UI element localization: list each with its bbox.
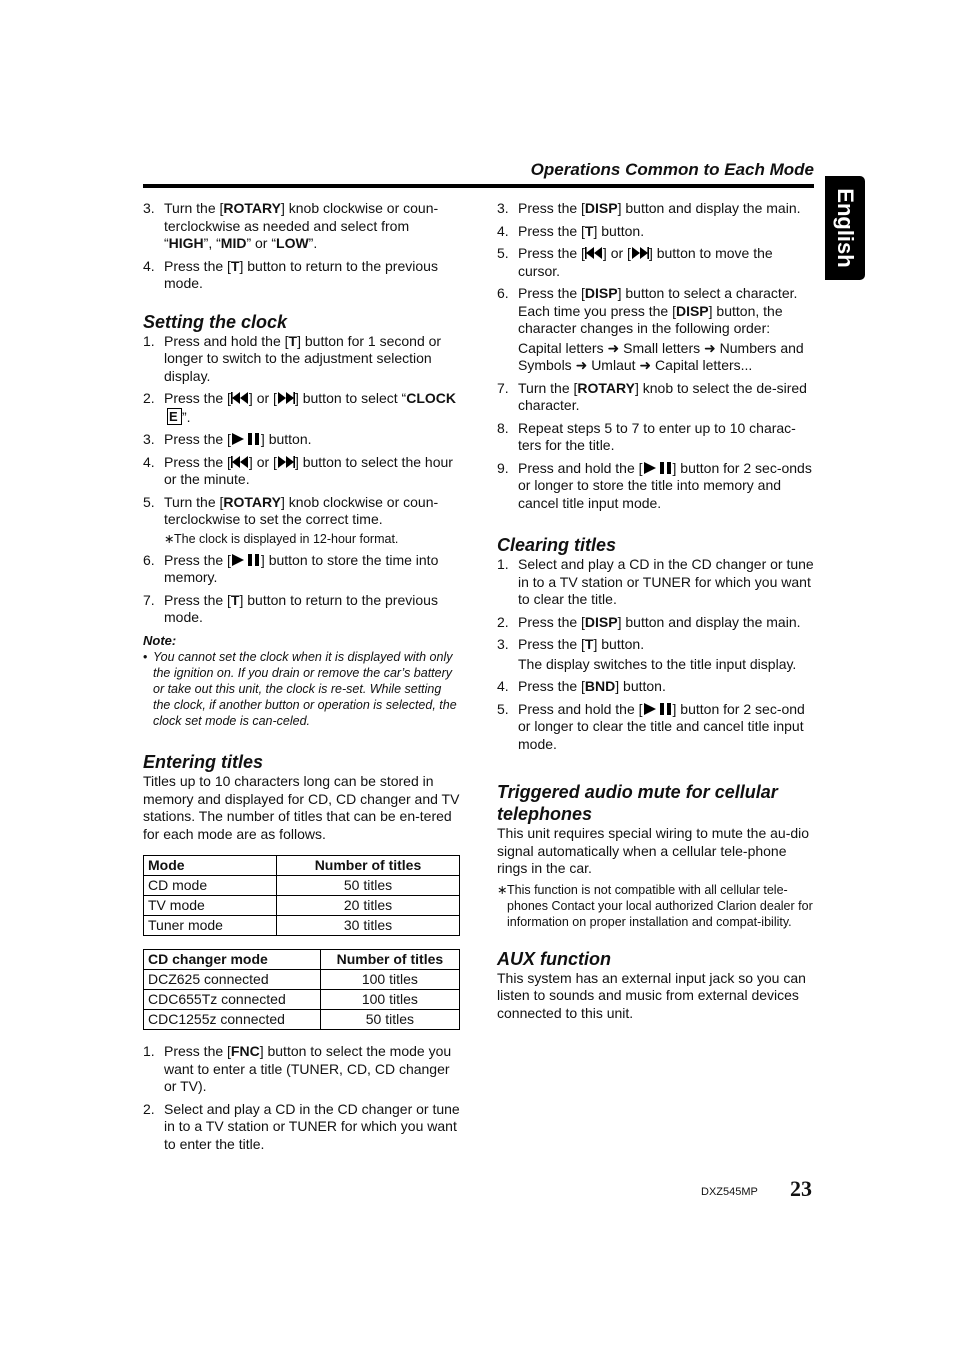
item-text: Press and hold the [T] button for 1 second or longer to switch to the adjustment selection display.	[164, 332, 442, 384]
table-cell: CDC1255z connected	[144, 1010, 321, 1030]
item-number: 6.	[497, 285, 509, 301]
item-number: 4.	[497, 678, 509, 694]
item-text: Press the [ ] button.	[164, 431, 312, 447]
item-number: 3.	[143, 431, 155, 447]
table-cell: 100 titles	[320, 990, 459, 1010]
item-number: 2.	[143, 1100, 155, 1117]
table-cell: CDC655Tz connected	[144, 990, 321, 1010]
item-number: 1.	[143, 332, 155, 349]
list-item	[143, 1101, 461, 1154]
item-text: Press the [T] button to return to the previous mode.	[164, 591, 438, 625]
step-list	[497, 200, 815, 512]
left-column	[143, 200, 461, 1158]
item-text: Turn the [ROTARY] knob clockwise or coun-terclockwise as needed and select from “HIGH”, “MID” or “LOW”.	[164, 200, 439, 251]
item-number: 3.	[143, 200, 155, 216]
item-text: Select and play a CD in the CD changer or tune in to a TV station or TUNER for which you want to enter the title.	[164, 1100, 460, 1152]
list-item	[497, 636, 815, 673]
item-text: Press the [T] button to return to the previous mode.	[164, 257, 438, 291]
next-icon	[277, 455, 295, 469]
item-number: 2.	[497, 613, 509, 630]
item-text: Press the [FNC] button to select the mode you want to enter a title (TUNER, CD, CD changer or TV).	[164, 1043, 452, 1094]
section-heading-setting-clock: Setting the clock	[143, 311, 288, 332]
item-number: 2.	[143, 390, 155, 406]
titles-by-changer-table	[143, 949, 460, 1030]
section-heading-aux: AUX function	[497, 948, 611, 969]
table-row	[144, 896, 460, 916]
list-item	[497, 223, 815, 241]
table-cell: TV mode	[144, 896, 277, 916]
item-text: Press the [BND] button.	[518, 678, 666, 694]
table-header-row	[144, 950, 460, 970]
note-text: • You cannot set the clock when it is displayed with only the ignition on. If you drain or remove the car’s battery or take out this unit, the clock is re-set. While setting the clock, if another button or operation is selected, the clock set mode is can-celed.	[143, 649, 461, 729]
clock-e-icon	[167, 408, 182, 425]
list-item	[143, 494, 461, 547]
item-number: 7.	[143, 591, 155, 608]
table-cell: 30 titles	[276, 916, 459, 936]
item-text: Press the [ ] or [ ] button to select “CLOCK E”.	[164, 390, 456, 425]
item-number: 4.	[143, 453, 155, 470]
list-item	[497, 420, 815, 455]
item-text: Press the [ ] or [ ] button to move the cursor.	[518, 245, 773, 279]
item-text: Press the [T] button.	[518, 636, 645, 652]
item-text: Press the [ ] button to store the time into memory.	[164, 551, 439, 585]
step-list	[143, 200, 461, 293]
item-text: Repeat steps 5 to 7 to enter up to 10 charac-ters for the title.	[518, 419, 796, 453]
play-pause-icon	[231, 432, 261, 446]
table-cell: 20 titles	[276, 896, 459, 916]
item-number: 1.	[143, 1043, 155, 1059]
table-row	[144, 916, 460, 936]
list-item	[497, 556, 815, 609]
item-text: Press the [DISP] button to select a character. Each time you press the [DISP] button, the character changes in the following order:	[518, 285, 798, 336]
table-row	[144, 990, 460, 1010]
language-tab-label: English	[833, 188, 858, 268]
table-row	[144, 970, 460, 990]
list-item	[143, 200, 461, 253]
list-item	[497, 380, 815, 415]
item-text: Turn the [ROTARY] knob to select the de-sired character.	[518, 379, 807, 413]
step-list	[497, 556, 815, 753]
paragraph: This system has an external input jack so you can listen to sounds and music from external devices connected to this unit.	[497, 969, 806, 1021]
table-cell: 50 titles	[320, 1010, 459, 1030]
step-list	[143, 1043, 461, 1153]
table-cell: DCZ625 connected	[144, 970, 321, 990]
item-text: Press and hold the [ ] button for 2 sec-onds or longer to store the title into memory and cancel title input mode.	[518, 459, 812, 511]
item-subtext: Capital letters ➜ Small letters ➜ Numbers and Symbols ➜ Umlaut ➜ Capital letters...	[518, 339, 804, 373]
item-number: 5.	[497, 700, 509, 717]
right-column	[497, 200, 815, 1022]
list-item	[143, 431, 461, 449]
list-item	[143, 333, 461, 386]
model-number: DXZ545MP	[701, 1186, 758, 1198]
item-number: 6.	[143, 551, 155, 568]
column-header: Mode	[144, 856, 277, 876]
item-text: Press the [DISP] button and display the main.	[518, 613, 801, 630]
next-icon	[277, 391, 295, 405]
play-pause-icon	[231, 553, 261, 567]
list-item	[497, 678, 815, 696]
previous-icon	[231, 391, 249, 405]
section-header-title: Operations Common to Each Mode	[530, 160, 814, 179]
play-pause-icon	[643, 702, 673, 716]
item-number: 5.	[143, 493, 155, 510]
table-header-row	[144, 856, 460, 876]
paragraph: This unit requires special wiring to mute the au-dio signal automatically when a cellular tele-phone rings in the car.	[497, 825, 810, 876]
list-item	[143, 552, 461, 587]
item-subtext: The display switches to the title input display.	[518, 655, 797, 672]
section-heading-audio-mute: Triggered audio mute for cellular telephones	[497, 782, 778, 824]
item-number: 4.	[497, 222, 509, 239]
previous-icon	[585, 246, 603, 260]
item-number: 8.	[497, 419, 509, 436]
note-label: Note:	[143, 632, 177, 648]
list-item	[497, 701, 815, 754]
item-number: 5.	[497, 245, 509, 261]
list-item	[143, 1043, 461, 1096]
step-list	[143, 333, 461, 627]
page-number: 23	[790, 1176, 812, 1201]
column-header: CD changer mode	[144, 950, 321, 970]
table-cell: 50 titles	[276, 876, 459, 896]
item-text: Press the [ ] or [ ] button to select the hour or the minute.	[164, 453, 453, 487]
table-row	[144, 876, 460, 896]
next-icon	[631, 246, 649, 260]
list-item	[143, 592, 461, 627]
section-heading-entering-titles: Entering titles	[143, 752, 264, 772]
table-cell: Tuner mode	[144, 916, 277, 936]
paragraph: Titles up to 10 characters long can be stored in memory and displayed for CD, CD changer and TV stations. The number of titles that can be en-tered for each mode are as follows.	[143, 773, 460, 842]
item-text: Turn the [ROTARY] knob clockwise or coun-terclockwise to set the correct time.	[164, 493, 439, 527]
item-number: 3.	[497, 200, 509, 216]
list-item	[497, 614, 815, 632]
item-number: 9.	[497, 459, 509, 476]
table-cell: CD mode	[144, 876, 277, 896]
list-item	[143, 454, 461, 489]
column-header: Number of titles	[276, 856, 459, 876]
list-item	[143, 258, 461, 293]
list-item	[497, 460, 815, 513]
section-heading-clearing-titles: Clearing titles	[497, 535, 617, 555]
item-text: Press and hold the [ ] button for 2 sec-ond or longer to clear the title and cancel title input mode.	[518, 700, 805, 752]
item-text: Select and play a CD in the CD changer or tune in to a TV station or TUNER for which you want to clear the title.	[518, 556, 814, 607]
list-item	[143, 390, 461, 426]
list-item	[497, 245, 815, 280]
table-row	[144, 1010, 460, 1030]
table-cell: 100 titles	[320, 970, 459, 990]
item-text: Press the [T] button.	[518, 222, 645, 239]
language-tab	[825, 176, 865, 280]
item-text: Press the [DISP] button and display the main.	[518, 200, 801, 216]
list-item	[497, 285, 815, 375]
header-rule	[143, 184, 814, 188]
item-footnote: ∗ The clock is displayed in 12-hour format.	[164, 531, 461, 547]
play-pause-icon	[643, 461, 673, 475]
previous-icon	[231, 455, 249, 469]
titles-by-mode-table	[143, 855, 460, 936]
item-number: 3.	[497, 636, 509, 652]
item-number: 4.	[143, 257, 155, 274]
list-item	[497, 200, 815, 218]
footnote: ∗ This function is not compatible with all cellular tele-phones Contact your local authorized Clarion dealer for information on proper installation and compat-ibility.	[497, 882, 815, 930]
item-number: 7.	[497, 379, 509, 396]
item-number: 1.	[497, 556, 509, 572]
column-header: Number of titles	[320, 950, 459, 970]
